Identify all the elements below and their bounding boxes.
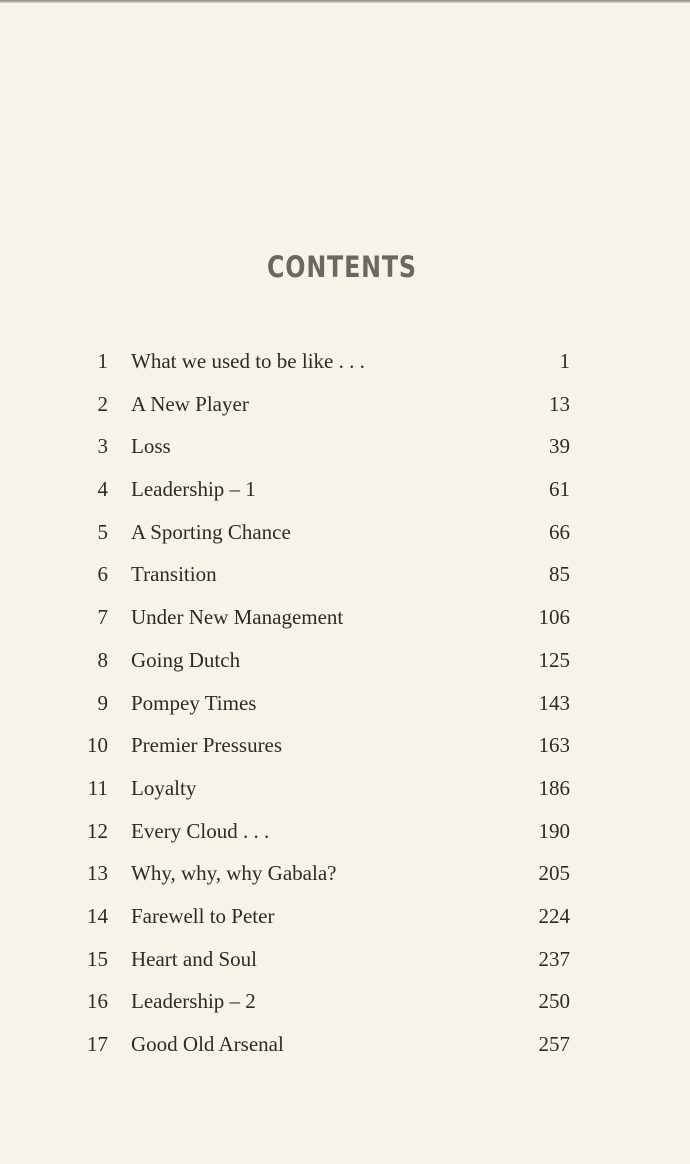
chapter-page-number: 250 [538,989,570,1014]
toc-entry [0,895,690,938]
chapter-number: 14 [87,903,108,928]
chapter-title: Farewell to Peter [131,903,275,928]
chapter-title: Loss [131,434,171,459]
chapter-number: 5 [97,519,108,544]
chapter-number: 11 [87,775,108,800]
chapter-number: 1 [97,349,108,373]
toc-entry [0,340,690,383]
chapter-title: Loyalty [131,775,197,800]
chapter-page-number: 85 [549,562,570,587]
chapter-title: Heart and Soul [131,946,257,971]
chapter-title: Leadership – 1 [131,477,256,502]
chapter-page-number: 237 [538,946,570,971]
chapter-page-number: 205 [538,861,570,886]
toc-entry [0,511,690,554]
chapter-title: Leadership – 2 [131,989,256,1014]
chapter-number: 15 [87,946,108,971]
chapter-number: 16 [87,989,108,1014]
chapter-page-number: 186 [538,775,570,800]
chapter-number: 12 [87,818,108,843]
chapter-page-number: 106 [538,605,570,630]
page-top-edge [0,0,690,3]
chapter-number: 17 [87,1032,108,1056]
toc-entry [0,810,690,853]
page-heading: CONTENTS [267,250,417,284]
toc-entry [0,425,690,468]
toc-entry [0,938,690,981]
chapter-title: Under New Management [131,605,344,630]
chapter-page-number: 66 [549,519,570,544]
chapter-title: Transition [131,562,217,587]
chapter-number: 3 [97,434,108,459]
toc-entry [0,1023,690,1066]
chapter-number: 13 [87,861,108,886]
chapter-title: Pompey Times [131,690,257,715]
chapter-title: What we used to be like . . . [131,349,365,373]
chapter-number: 2 [97,391,108,416]
chapter-title: Good Old Arsenal [131,1032,284,1056]
chapter-page-number: 143 [538,690,570,715]
toc-entry [0,383,690,426]
chapter-page-number: 13 [549,391,570,416]
chapter-page-number: 163 [538,733,570,758]
table-of-contents [0,340,690,1066]
toc-entry [0,724,690,767]
toc-entry [0,682,690,725]
chapter-page-number: 61 [549,477,570,502]
chapter-page-number: 224 [538,903,570,928]
chapter-number: 7 [97,605,108,630]
chapter-page-number: 1 [559,349,570,373]
toc-entry [0,639,690,682]
toc-entry [0,980,690,1023]
chapter-number: 6 [97,562,108,587]
chapter-page-number: 257 [538,1032,570,1056]
chapter-title: A Sporting Chance [131,519,291,544]
toc-entry [0,553,690,596]
chapter-number: 10 [87,733,108,758]
chapter-title: A New Player [131,391,249,416]
chapter-page-number: 125 [538,647,570,672]
chapter-title: Premier Pressures [131,733,283,758]
toc-entry [0,468,690,511]
chapter-title: Why, why, why Gabala? [131,861,337,886]
chapter-title: Going Dutch [131,647,241,672]
chapter-number: 8 [97,647,108,672]
chapter-number: 9 [97,690,108,715]
chapter-title: Every Cloud . . . [131,818,270,843]
toc-entry [0,767,690,810]
chapter-page-number: 190 [538,818,570,843]
chapter-page-number: 39 [549,434,570,459]
toc-entry [0,596,690,639]
chapter-number: 4 [97,477,108,502]
toc-entry [0,852,690,895]
